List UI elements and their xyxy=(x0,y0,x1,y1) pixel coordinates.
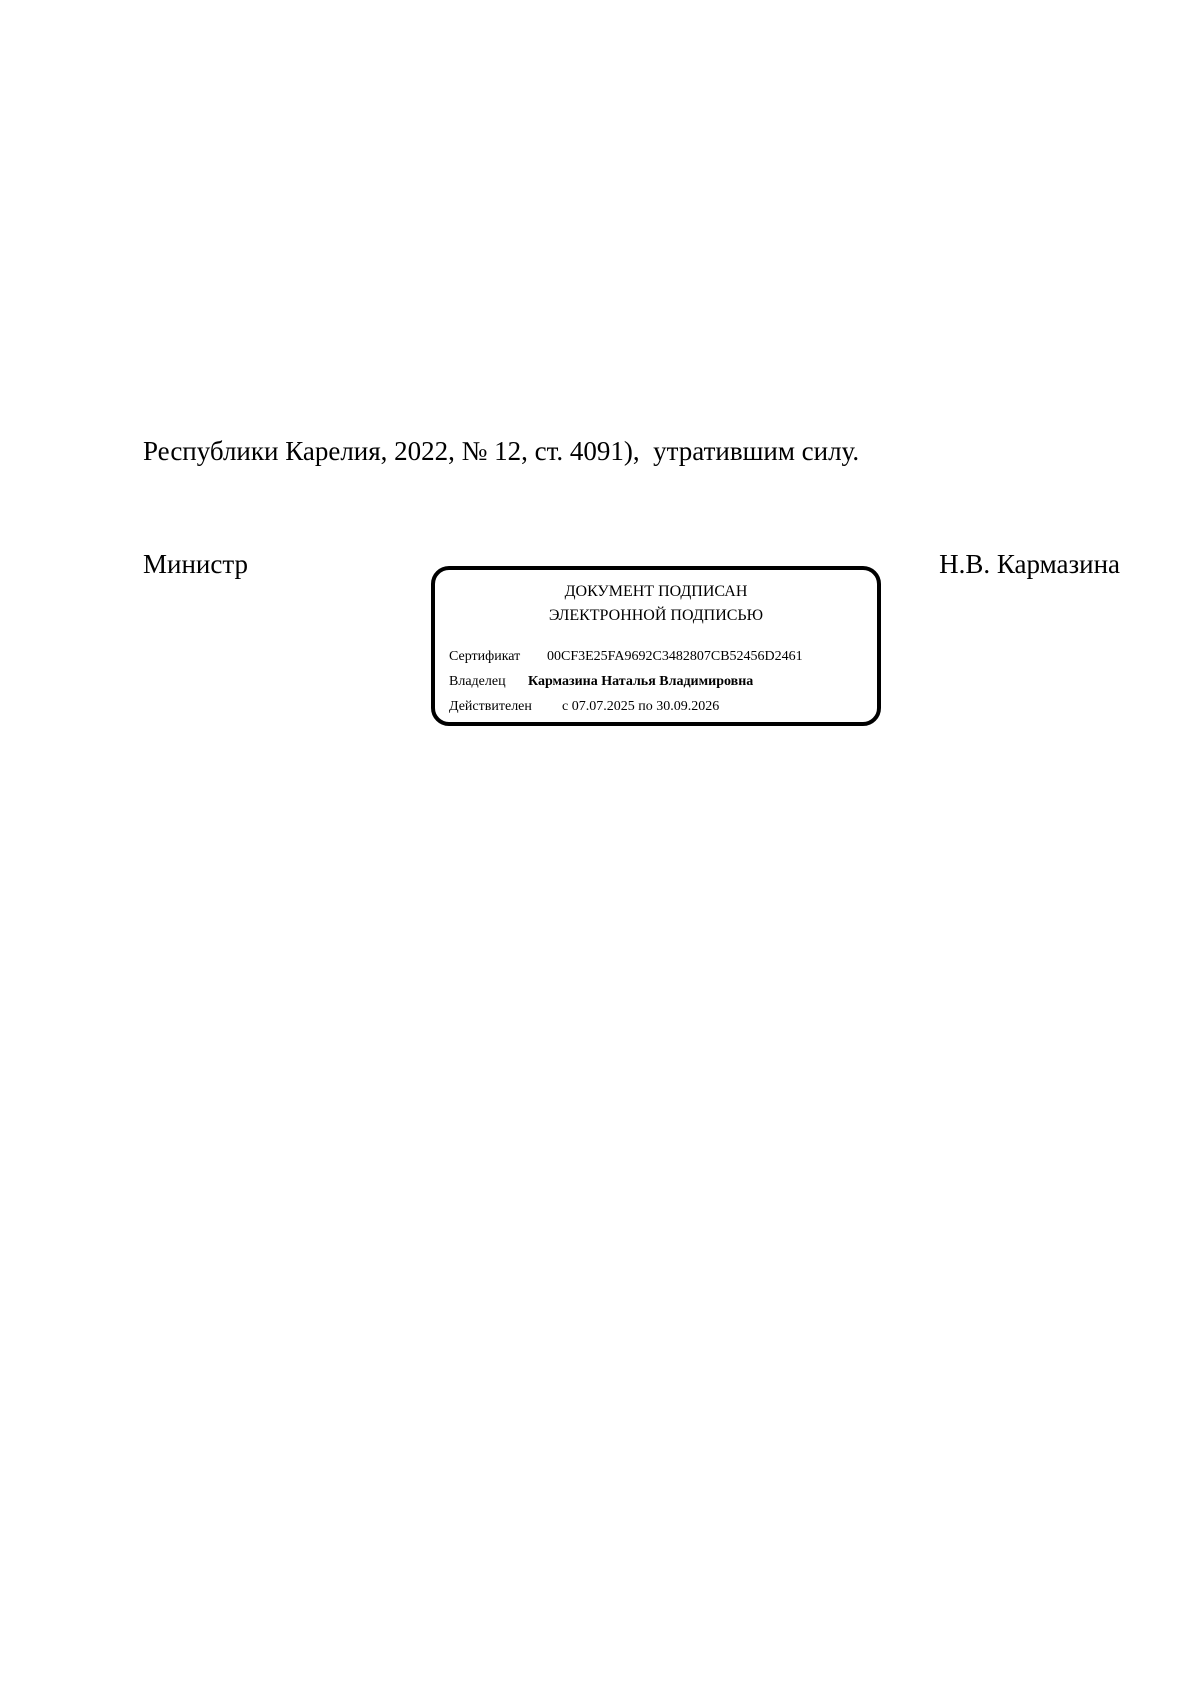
owner-label: Владелец xyxy=(449,674,506,689)
stamp-certificate-row xyxy=(449,650,803,664)
certificate-label: Сертификат xyxy=(449,649,521,664)
stamp-header-line1: ДОКУМЕНТ ПОДПИСАН xyxy=(564,583,748,600)
certificate-value: 00CF3E25FA9692C3482807CB52456D2461 xyxy=(547,649,803,664)
electronic-signature-stamp xyxy=(431,566,881,726)
validity-value: с 07.07.2025 по 30.09.2026 xyxy=(562,699,720,714)
validity-label: Действителен xyxy=(449,699,532,714)
owner-value: Кармазина Наталья Владимировна xyxy=(528,674,754,689)
stamp-owner-row xyxy=(449,675,753,689)
signer-name: Н.В. Кармазина xyxy=(939,549,1120,579)
stamp-header-line2: ЭЛЕКТРОННОЙ ПОДПИСЬЮ xyxy=(548,607,764,624)
signer-position-title: Министр xyxy=(143,549,248,579)
document-closing-line: Республики Карелия, 2022, № 12, ст. 4091), утратившим силу. xyxy=(143,436,860,466)
stamp-validity-row xyxy=(449,700,719,714)
